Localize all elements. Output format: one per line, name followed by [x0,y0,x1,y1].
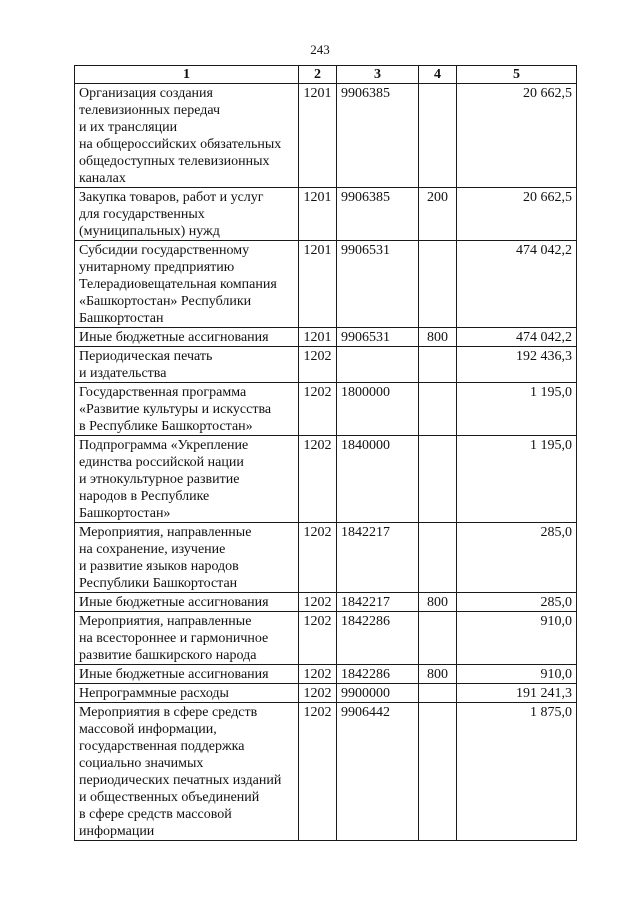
row-target-cell: 9906385 [337,188,419,241]
row-section-cell: 1202 [299,347,337,383]
row-name-cell: Мероприятия в сфере средств массовой информации, государственная поддержка социально значимых периодических печатных изданий и общественных объединений в сфере средств массовой информации [75,703,299,841]
row-amount-cell: 910,0 [457,612,577,665]
row-amount-cell: 474 042,2 [457,328,577,347]
row-type-cell [419,703,457,841]
row-name-cell: Непрограммные расходы [75,684,299,703]
row-name-cell: Подпрограмма «Укрепление единства российской нации и этнокультурное развитие народов в Республике Башкортостан» [75,436,299,523]
row-name-cell: Иные бюджетные ассигнования [75,593,299,612]
row-section-cell: 1202 [299,612,337,665]
row-name-cell: Периодическая печать и издательства [75,347,299,383]
row-amount-cell: 1 195,0 [457,436,577,523]
table-row [75,188,577,241]
row-section-cell: 1202 [299,383,337,436]
row-target-cell: 9906442 [337,703,419,841]
header-col-2: 2 [299,66,337,84]
row-target-cell: 1840000 [337,436,419,523]
row-target-cell: 1842286 [337,665,419,684]
row-amount-cell: 191 241,3 [457,684,577,703]
table-row [75,347,577,383]
header-col-4: 4 [419,66,457,84]
table-row [75,593,577,612]
row-section-cell: 1202 [299,436,337,523]
row-amount-cell: 20 662,5 [457,188,577,241]
row-type-cell [419,84,457,188]
row-type-cell [419,523,457,593]
row-amount-cell: 1 195,0 [457,383,577,436]
row-name-cell: Иные бюджетные ассигнования [75,328,299,347]
table-row [75,328,577,347]
row-section-cell: 1202 [299,593,337,612]
row-amount-cell: 20 662,5 [457,84,577,188]
row-type-cell [419,347,457,383]
header-col-1: 1 [75,66,299,84]
table-body [75,84,577,841]
row-target-cell [337,347,419,383]
row-target-cell: 9906385 [337,84,419,188]
row-type-cell [419,612,457,665]
row-amount-cell: 285,0 [457,523,577,593]
row-target-cell: 9906531 [337,241,419,328]
row-name-cell: Государственная программа «Развитие культуры и искусства в Республике Башкортостан» [75,383,299,436]
row-type-cell [419,383,457,436]
row-type-cell [419,241,457,328]
row-section-cell: 1202 [299,665,337,684]
table-row [75,383,577,436]
header-col-3: 3 [337,66,419,84]
row-amount-cell: 285,0 [457,593,577,612]
row-name-cell: Иные бюджетные ассигнования [75,665,299,684]
row-type-cell [419,684,457,703]
row-amount-cell: 1 875,0 [457,703,577,841]
row-section-cell: 1201 [299,188,337,241]
row-target-cell: 1800000 [337,383,419,436]
row-type-cell: 800 [419,665,457,684]
row-name-cell: Организация создания телевизионных передач и их трансляции на общероссийских обязательных общедоступных телевизионных каналах [75,84,299,188]
row-type-cell [419,436,457,523]
row-amount-cell: 910,0 [457,665,577,684]
row-target-cell: 1842286 [337,612,419,665]
table-row [75,703,577,841]
table-row [75,436,577,523]
row-target-cell: 9906531 [337,328,419,347]
table-row [75,612,577,665]
row-section-cell: 1202 [299,684,337,703]
row-name-cell: Мероприятия, направленные на всестороннее и гармоничное развитие башкирского народа [75,612,299,665]
row-type-cell: 200 [419,188,457,241]
row-name-cell: Мероприятия, направленные на сохранение, изучение и развитие языков народов Республики Башкортостан [75,523,299,593]
table-row [75,523,577,593]
table-row [75,684,577,703]
row-name-cell: Закупка товаров, работ и услуг для государственных (муниципальных) нужд [75,188,299,241]
row-amount-cell: 192 436,3 [457,347,577,383]
budget-table [74,65,577,841]
page-number: 243 [310,42,330,57]
row-section-cell: 1202 [299,703,337,841]
row-section-cell: 1201 [299,84,337,188]
table-header-row [75,66,577,84]
row-type-cell: 800 [419,593,457,612]
row-section-cell: 1201 [299,328,337,347]
row-target-cell: 1842217 [337,523,419,593]
row-target-cell: 9900000 [337,684,419,703]
row-type-cell: 800 [419,328,457,347]
row-target-cell: 1842217 [337,593,419,612]
table-row [75,665,577,684]
row-section-cell: 1202 [299,523,337,593]
header-col-5: 5 [457,66,577,84]
row-amount-cell: 474 042,2 [457,241,577,328]
table-row [75,84,577,188]
table-row [75,241,577,328]
row-name-cell: Субсидии государственному унитарному предприятию Телерадиовещательная компания «Башкортостан» Республики Башкортостан [75,241,299,328]
row-section-cell: 1201 [299,241,337,328]
